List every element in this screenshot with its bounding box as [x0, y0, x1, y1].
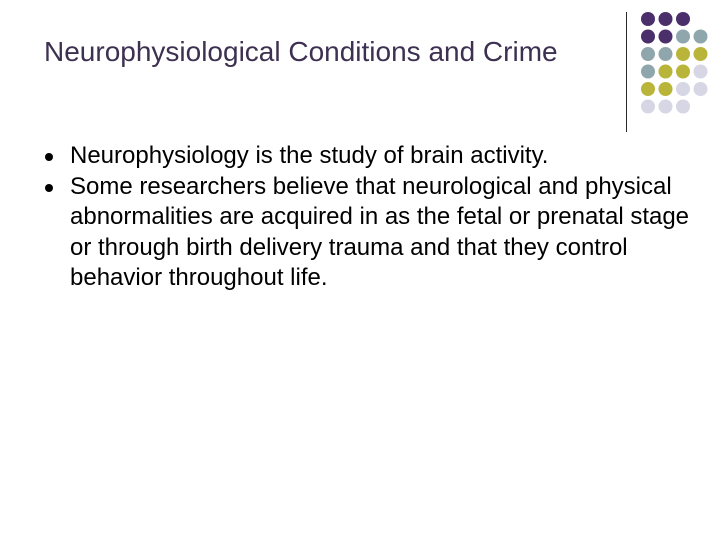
decorative-dot — [641, 12, 655, 26]
bullet-marker-icon — [45, 184, 53, 192]
title-divider — [626, 12, 627, 132]
decorative-dot — [676, 65, 690, 79]
decorative-dot — [694, 47, 708, 61]
decorative-dot — [676, 100, 690, 114]
decorative-dot — [659, 30, 673, 44]
bullet-text: Some researchers believe that neurological and physical abnormalities are acquired in as the fetal or prenatal stage or through birth delivery trauma and that they control behavior throughout life. — [70, 172, 690, 292]
bullet-item — [44, 172, 694, 294]
decorative-dot — [676, 47, 690, 61]
decorative-dot — [641, 47, 655, 61]
decorative-dot — [659, 100, 673, 114]
decorative-dot — [641, 100, 655, 114]
decorative-dot — [694, 65, 708, 79]
decorative-dot — [659, 12, 673, 26]
bullet-marker-icon — [45, 153, 53, 161]
dot-grid-graphic — [640, 11, 720, 121]
bullet-list — [44, 141, 694, 294]
decorative-dot — [694, 82, 708, 96]
decorative-dot — [659, 65, 673, 79]
decorative-dot — [641, 65, 655, 79]
decorative-dot — [676, 82, 690, 96]
decorative-dot — [659, 82, 673, 96]
decorative-dot — [659, 47, 673, 61]
decorative-dot — [676, 12, 690, 26]
slide-title: Neurophysiological Conditions and Crime — [44, 36, 558, 67]
decorative-dot — [641, 82, 655, 96]
decorative-dot — [641, 30, 655, 44]
decorative-dot-grid — [640, 11, 720, 121]
bullet-item — [44, 141, 694, 172]
decorative-dot — [676, 30, 690, 44]
bullet-text: Neurophysiology is the study of brain activity. — [70, 142, 549, 169]
decorative-dot — [694, 30, 708, 44]
